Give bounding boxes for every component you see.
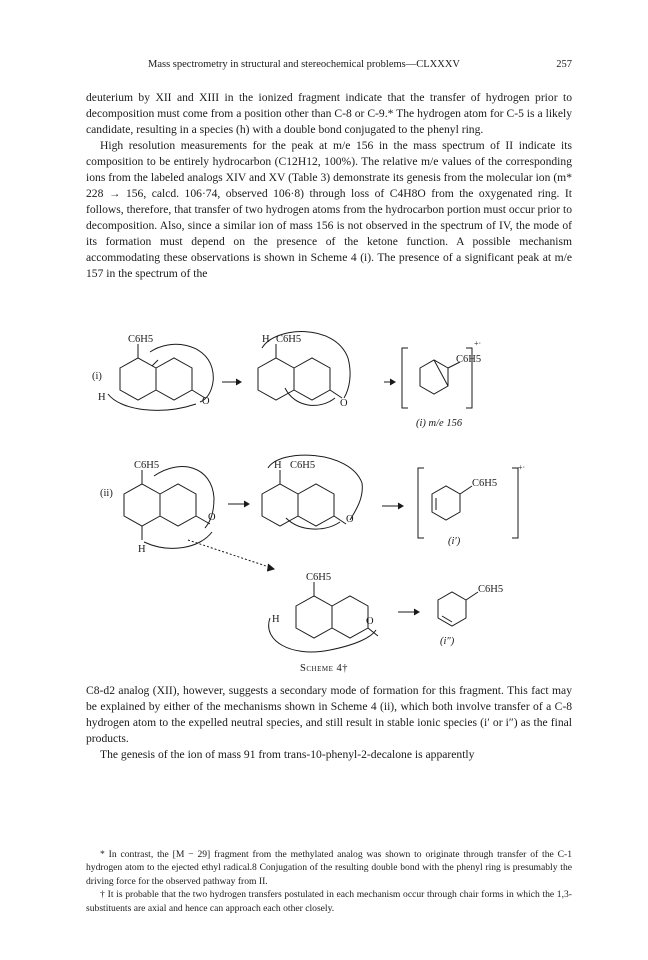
page-number: 257: [556, 59, 572, 70]
label-h-2: H: [262, 334, 270, 345]
decalone-i-middle: [258, 332, 350, 406]
paragraph-4: The genesis of the ion of mass 91 from trans-10-phenyl-2-decalone is apparently: [100, 748, 475, 761]
footnote-2: † It is probable that the two hydrogen transfers postulated in each mechanism occur through chair forms in which the 1,3-substituents are axial and hence can approach each other closely.: [86, 889, 572, 914]
scheme-4-figure: [0, 318, 648, 680]
product-i-double-prime: [438, 592, 478, 626]
label-h-5: H: [272, 614, 280, 625]
arrow-ii-down: [188, 540, 272, 568]
paragraph-1: deuterium by XII and XIII in the ionized fragment indicate that the transfer of hydrogen prior to decomposition must come from a position other than C-8 or C-9.* The hydrogen atom for C-5 is a likely candidate, resulting in a species (h) with a double bond conjugated to the phenyl ring.: [86, 91, 572, 136]
label-h-4: H: [274, 460, 282, 471]
scheme-caption: Scheme 4†: [300, 663, 348, 674]
label-h-3: H: [138, 544, 146, 555]
label-c6h5-3: C6H5: [456, 354, 482, 365]
paragraph-2: High resolution measurements for the peak at m/e 156 in the mass spectrum of II indicate its composition to be entirely hydrocarbon (C12H12, 100%). The relative m/e values of the corresponding ions from the labeled analogs XIV and XV (Table 3) demonstrate its genesis from the molecular ion (m* 228 → 156, calcd. 106·74, observed 106·8) through loss of C4H8O from the oxygenated ring. It follows, therefore, that transfer of two hydrogen atoms from the hydrocarbon portion must occur prior to decomposition. Also, since a similar ion of mass 156 is not observed in the spectrum of IV, the mode of its formation must depend on the presence of the ketone function. A possible mechanism accommodating these observations is shown in Scheme 4 (i). The presence of a significant peak at m/e 157 in the spectrum of the: [86, 139, 572, 280]
label-o-2: O: [340, 398, 348, 409]
label-charge-1: +·: [474, 339, 482, 348]
label-c6h5-1: C6H5: [128, 334, 154, 345]
label-o-4: O: [346, 514, 354, 525]
product-i-prime: [418, 468, 518, 538]
decalone-ii-left: [124, 467, 214, 549]
label-o-3: O: [208, 512, 216, 523]
label-product-i: (i) m/e 156: [416, 418, 463, 429]
label-h-1: H: [98, 392, 106, 403]
body-text-bottom: [86, 683, 572, 763]
label-charge-2: +·: [518, 463, 526, 472]
label-route-i: (i): [92, 371, 102, 382]
label-product-i2: (i″): [440, 636, 455, 647]
paragraph-3: C8-d2 analog (XII), however, suggests a secondary mode of formation for this fragment. This fact may be explained by either of the mechanisms shown in Scheme 4 (ii), which both involve transfer of a C-8 hydrogen atom to the expelled neutral species, and still result in stable ionic species (i′ or i″) as the final products.: [86, 684, 572, 745]
decalone-i-left: [108, 344, 213, 410]
running-header: [86, 59, 572, 75]
decalone-ii-bottom: [269, 582, 378, 652]
footnotes: [86, 848, 572, 915]
label-o-5: O: [366, 616, 374, 627]
label-c6h5-6: C6H5: [472, 478, 498, 489]
label-product-i1: (i′): [448, 536, 461, 547]
label-c6h5-2: C6H5: [276, 334, 302, 345]
label-o-1: O: [202, 396, 210, 407]
label-c6h5-8: C6H5: [478, 584, 504, 595]
label-c6h5-5: C6H5: [290, 460, 316, 471]
label-c6h5-7: C6H5: [306, 572, 332, 583]
body-text-top: [86, 90, 572, 282]
footnote-1: * In contrast, the [M − 29] fragment from the methylated analog was shown to originate through transfer of the C-1 hydrogen atom to the ejected ethyl radical.8 Conjugation of the resulting double bond with the phenyl ring is presumably the driving force for the observed pathway from II.: [86, 849, 572, 887]
running-title: Mass spectrometry in structural and stereochemical problems—CLXXXV: [148, 59, 461, 70]
label-c6h5-4: C6H5: [134, 460, 160, 471]
label-route-ii: (ii): [100, 488, 113, 499]
